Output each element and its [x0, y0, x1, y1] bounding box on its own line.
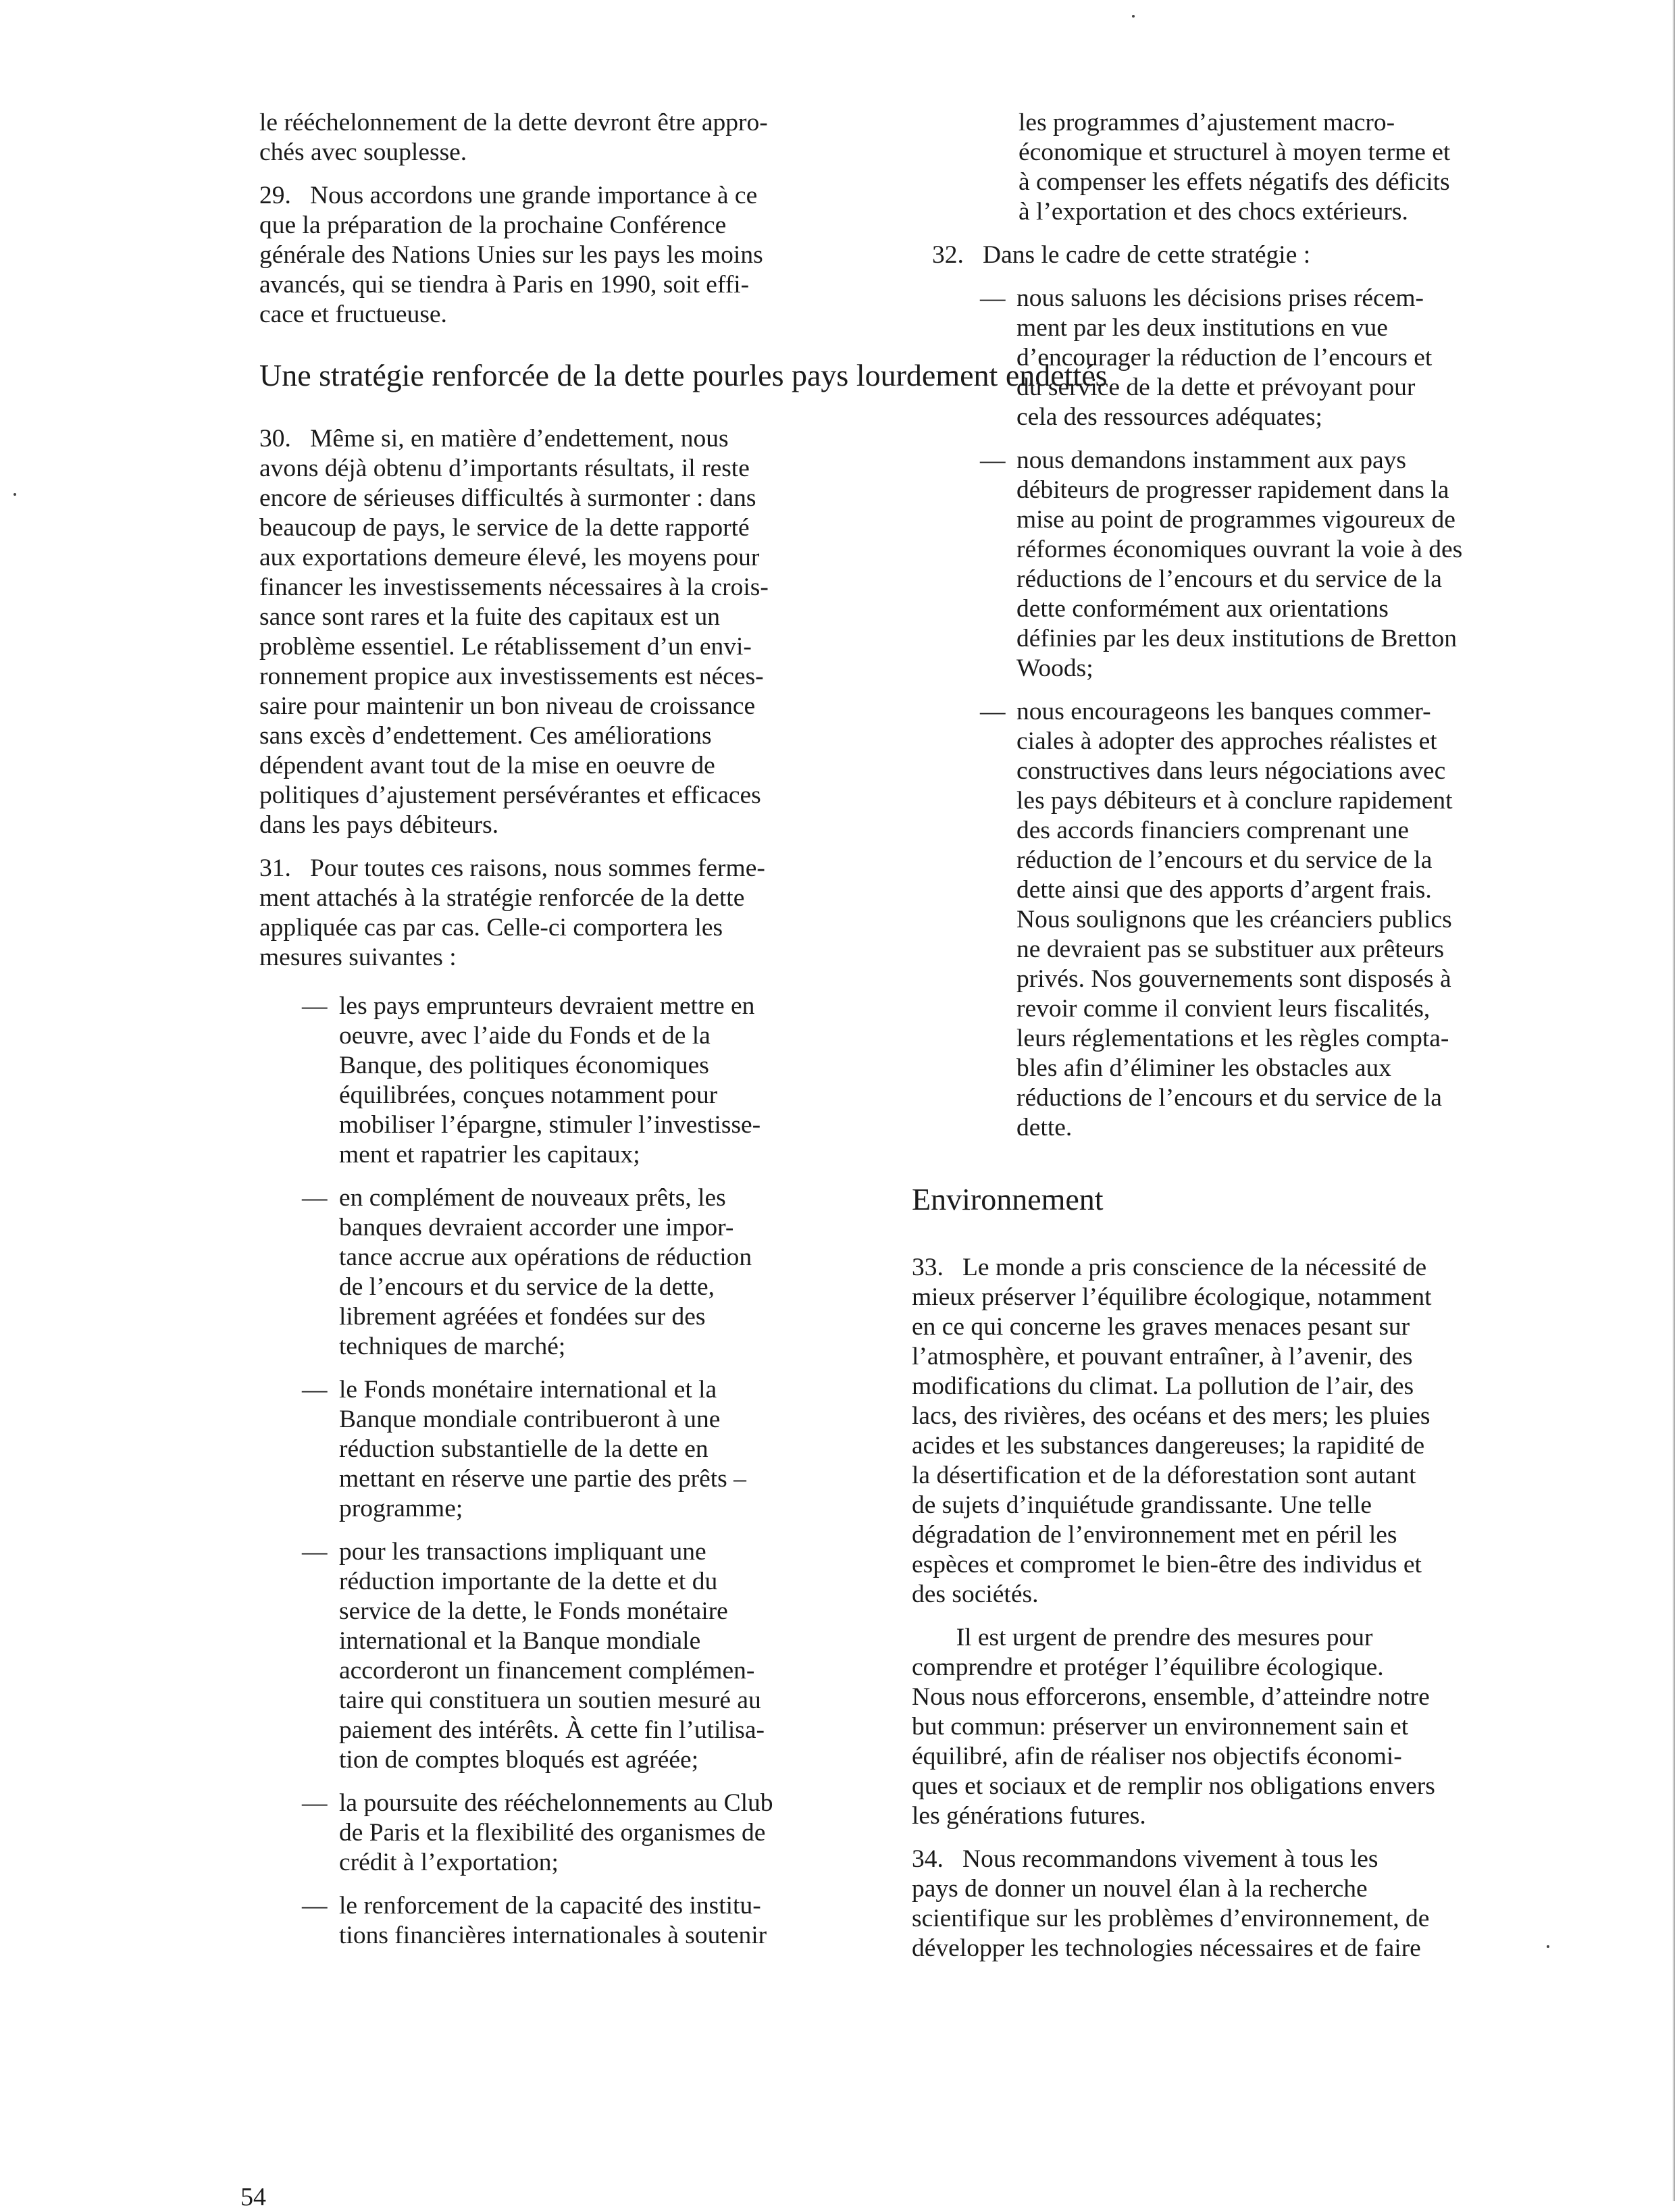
page-number: 54 [240, 2183, 266, 2211]
text-line: 30. Même si, en matière d’endettement, nous [259, 425, 729, 453]
bullet-item [259, 1537, 860, 1775]
section-heading-debt-strategy [259, 357, 1108, 394]
text-line: d’encourager la réduction de l’encours et [1016, 344, 1433, 371]
text-line: mobiliser l’épargne, stimuler l’investisse- [339, 1111, 761, 1139]
text-line: acides et les substances dangereuses; la rapidité de [912, 1432, 1425, 1460]
text-line: tion de comptes bloqués est agréée; [339, 1746, 699, 1774]
paragraph-33 [912, 1253, 1537, 1610]
dash-bullet-icon: — [980, 284, 1006, 312]
bullet-list-right [912, 284, 1537, 1143]
text-line: que la préparation de la prochaine Conférence [259, 211, 727, 239]
text-line: constructives dans leurs négociations avec [1016, 757, 1446, 785]
text-line: en complément de nouveaux prêts, les [339, 1184, 726, 1212]
text-line: réductions de l’encours et du service de la [1016, 565, 1442, 593]
bullet-item [912, 284, 1537, 432]
text-line: dette conformément aux orientations [1016, 595, 1389, 623]
text-line: 31. Pour toutes ces raisons, nous sommes ferme- [259, 854, 765, 882]
text-line: l’atmosphère, et pouvant entraîner, à l’avenir, des [912, 1343, 1413, 1370]
text-line: avons déjà obtenu d’importants résultats, il reste [259, 455, 750, 482]
text-line: techniques de marché; [339, 1333, 566, 1360]
text-line: mesures suivantes : [259, 944, 457, 971]
scan-speck [1547, 1945, 1549, 1948]
bullet-item [259, 992, 860, 1170]
paragraph-32 [912, 240, 1537, 270]
text-line: comprendre et protéger l’équilibre écologique. [912, 1653, 1384, 1681]
text-line: ment attachés à la stratégie renforcée de la dette [259, 884, 745, 912]
text-line: de sujets d’inquiétude grandissante. Une telle [912, 1491, 1372, 1519]
text-line: beaucoup de pays, le service de la dette rapporté [259, 514, 750, 542]
text-line: économique et structurel à moyen terme et [1019, 138, 1451, 166]
text-line: 34. Nous recommandons vivement à tous les [912, 1845, 1378, 1873]
dash-bullet-icon: — [302, 1184, 328, 1212]
text-line: Banque, des politiques économiques [339, 1052, 709, 1079]
dash-bullet-icon: — [980, 698, 1006, 725]
text-line: définies par les deux institutions de Bretton [1016, 625, 1457, 652]
text-line: lacs, des rivières, des océans et des mers; les pluies [912, 1402, 1431, 1430]
text-line: nous demandons instamment aux pays [1016, 446, 1407, 474]
text-line: accorderont un financement complémen- [339, 1657, 755, 1684]
text-line: à compenser les effets négatifs des déficits [1019, 168, 1450, 196]
right-column [912, 108, 1537, 1977]
text-line: avancés, qui se tiendra à Paris en 1990, soit effi- [259, 271, 750, 299]
text-line: cela des ressources adéquates; [1016, 403, 1322, 431]
text-line: banques devraient accorder une impor- [339, 1214, 734, 1241]
text-line: les programmes d’ajustement macro- [1019, 109, 1395, 136]
text-line: 33. Le monde a pris conscience de la nécessité de [912, 1254, 1427, 1281]
text-line: le Fonds monétaire international et la [339, 1376, 717, 1404]
dash-bullet-icon: — [302, 1892, 328, 1920]
text-line: espèces et compromet le bien-être des individus et [912, 1551, 1422, 1578]
text-line: leurs réglementations et les règles compta- [1016, 1025, 1449, 1052]
text-line: sance sont rares et la fuite des capitaux est un [259, 603, 721, 631]
dash-bullet-icon: — [980, 446, 1006, 474]
text-line: mieux préserver l’équilibre écologique, notamment [912, 1283, 1432, 1311]
text-line: le renforcement de la capacité des institu- [339, 1892, 761, 1920]
text-line: nous saluons les décisions prises récem- [1016, 284, 1424, 312]
text-line: équilibrées, conçues notamment pour [339, 1081, 718, 1109]
text-line: but commun: préserver un environnement sain et [912, 1713, 1409, 1741]
text-line: sans excès d’endettement. Ces améliorations [259, 722, 712, 750]
text-line: tance accrue aux opérations de réduction [339, 1243, 752, 1271]
text-line: encore de sérieuses difficultés à surmonter : dans [259, 484, 756, 512]
text-line: à l’exportation et des chocs extérieurs. [1019, 198, 1408, 226]
bullet-list-left [259, 992, 860, 1951]
text-line: oeuvre, avec l’aide du Fonds et de la [339, 1022, 711, 1050]
text-line: le rééchelonnement de la dette devront être appro- [259, 109, 768, 136]
text-line: international et la Banque mondiale [339, 1627, 701, 1655]
paragraph-continued-right [912, 108, 1537, 227]
paragraph-continued-left [259, 108, 860, 168]
text-line: 32. Dans le cadre de cette stratégie : [932, 241, 1311, 269]
text-line: de l’encours et du service de la dette, [339, 1273, 715, 1301]
text-line: Banque mondiale contribueront à une [339, 1406, 721, 1433]
text-line: dans les pays débiteurs. [259, 811, 499, 839]
text-line: Environnement [912, 1182, 1104, 1216]
dash-bullet-icon: — [302, 1538, 328, 1566]
paragraph-29 [259, 181, 860, 330]
text-line: la poursuite des rééchelonnements au Club [339, 1789, 773, 1817]
text-line: ciales à adopter des approches réalistes et [1016, 727, 1437, 755]
scan-edge-shadow [1672, 0, 1675, 2201]
text-line: de Paris et la flexibilité des organismes de [339, 1819, 766, 1847]
dash-bullet-icon: — [302, 1789, 328, 1817]
text-line: paiement des intérêts. À cette fin l’utilisa- [339, 1716, 765, 1744]
text-line: réductions de l’encours et du service de la [1016, 1084, 1442, 1112]
text-line: revoir comme il convient leurs fiscalités, [1016, 995, 1431, 1023]
text-line: taire qui constituera un soutien mesuré au [339, 1687, 761, 1714]
paragraph-30 [259, 424, 860, 840]
text-line: cace et fructueuse. [259, 301, 447, 328]
dash-bullet-icon: — [302, 992, 328, 1020]
text-line: politiques d’ajustement persévérantes et efficaces [259, 781, 761, 809]
bullet-item [912, 697, 1537, 1143]
text-line: scientifique sur les problèmes d’environnement, de [912, 1905, 1430, 1932]
text-line: dégradation de l’environnement met en péril les [912, 1521, 1397, 1549]
text-line: du service de la dette et prévoyant pour [1016, 374, 1416, 401]
text-line: générale des Nations Unies sur les pays les moins [259, 241, 763, 269]
text-line: crédit à l’exportation; [339, 1849, 559, 1876]
text-line: équilibré, afin de réaliser nos objectifs économi- [912, 1743, 1402, 1770]
text-line: Une stratégie renforcée de la dette pour [259, 358, 750, 392]
text-line: pays de donner un nouvel élan à la recherche [912, 1875, 1368, 1903]
text-line: dette ainsi que des apports d’argent frais. [1016, 876, 1432, 904]
bullet-item [259, 1375, 860, 1524]
text-line: chés avec souplesse. [259, 138, 467, 166]
text-line: programme; [339, 1495, 463, 1522]
text-line: réformes économiques ouvrant la voie à des [1016, 536, 1463, 563]
text-line: développer les technologies nécessaires et de faire [912, 1934, 1421, 1962]
paragraph-33-continued [912, 1623, 1537, 1831]
text-line: dépendent avant tout de la mise en oeuvre de [259, 752, 715, 779]
text-line: ne devraient pas se substituer aux prêteurs [1016, 935, 1445, 963]
text-line: modifications du climat. La pollution de l’air, des [912, 1372, 1414, 1400]
text-line: aux exportations demeure élevé, les moyens pour [259, 544, 760, 571]
text-line: réduction de l’encours et du service de la [1016, 846, 1433, 874]
text-line: débiteurs de progresser rapidement dans la [1016, 476, 1449, 504]
text-line: des accords financiers comprenant une [1016, 817, 1409, 844]
text-line: ronnement propice aux investissements est néces- [259, 663, 764, 690]
text-line: les générations futures. [912, 1802, 1146, 1830]
text-line: librement agréées et fondées sur des [339, 1303, 706, 1331]
bullet-item [259, 1183, 860, 1362]
paragraph-34 [912, 1845, 1537, 1963]
text-line: Nous soulignons que les créanciers publics [1016, 906, 1452, 933]
text-line: Woods; [1016, 654, 1093, 682]
text-line: tions financières internationales à soutenir [339, 1922, 767, 1949]
text-line: service de la dette, le Fonds monétaire [339, 1597, 728, 1625]
text-line: réduction substantielle de la dette en [339, 1435, 708, 1463]
scan-speck [14, 493, 16, 496]
text-line: les pays emprunteurs devraient mettre en [339, 992, 755, 1020]
text-line: problème essentiel. Le rétablissement d’un envi- [259, 633, 752, 661]
bullet-item [912, 446, 1537, 684]
text-line: ment et rapatrier les capitaux; [339, 1141, 640, 1168]
text-line: privés. Nos gouvernements sont disposés à [1016, 965, 1451, 993]
text-line: en ce qui concerne les graves menaces pesant sur [912, 1313, 1410, 1341]
section-heading-environment [912, 1181, 1537, 1218]
text-line: mise au point de programmes vigoureux de [1016, 506, 1455, 534]
dash-bullet-icon: — [302, 1376, 328, 1404]
text-line: appliquée cas par cas. Celle-ci comportera les [259, 914, 723, 942]
text-line: la désertification et de la déforestation sont autant [912, 1462, 1416, 1489]
bullet-item [259, 1789, 860, 1878]
paragraph-31 [259, 854, 860, 973]
text-line: Nous nous efforcerons, ensemble, d’atteindre notre [912, 1683, 1430, 1711]
text-line: dette. [1016, 1114, 1073, 1141]
bullet-item [259, 1891, 860, 1951]
text-line: Il est urgent de prendre des mesures pour [912, 1624, 1373, 1651]
text-line: mettant en réserve une partie des prêts – [339, 1465, 746, 1493]
text-line: ment par les deux institutions en vue [1016, 314, 1388, 342]
text-line: réduction importante de la dette et du [339, 1568, 718, 1595]
text-line: les pays débiteurs et à conclure rapidement [1016, 787, 1453, 815]
text-line: pour les transactions impliquant une [339, 1538, 706, 1566]
scan-speck [1132, 15, 1135, 18]
text-line: 29. Nous accordons une grande importance à ce [259, 182, 758, 209]
text-line: des sociétés. [912, 1580, 1039, 1608]
text-line: bles afin d’éliminer les obstacles aux [1016, 1054, 1392, 1082]
text-line: financer les investissements nécessaires à la crois- [259, 573, 769, 601]
text-line: ques et sociaux et de remplir nos obligations envers [912, 1772, 1435, 1800]
text-line: nous encourageons les banques commer- [1016, 698, 1431, 725]
text-line: les pays lourdement endettés [749, 358, 1108, 392]
text-line: saire pour maintenir un bon niveau de croissance [259, 692, 756, 720]
